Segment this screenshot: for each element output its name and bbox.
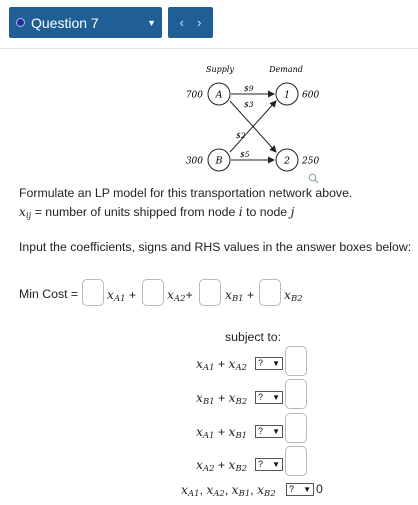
- constraint-2-lhs: xB1 + xB2: [196, 391, 248, 407]
- nonnegativity-rhs: 0: [316, 482, 323, 496]
- coef-xB1-input[interactable]: [199, 279, 221, 306]
- obj-term-xB1: xB1 +: [225, 288, 255, 304]
- coef-xB2-input[interactable]: [259, 279, 281, 306]
- cost-A1: $9: [244, 84, 254, 93]
- transportation-network-diagram: [0, 0, 418, 180]
- node-A-label: A: [215, 89, 223, 101]
- constraint-3-sign-select[interactable]: ? ▼: [255, 425, 283, 438]
- caret-down-icon: ▼: [147, 18, 156, 28]
- demand-title: Demand: [269, 65, 303, 74]
- nonnegativity-sign-select[interactable]: ? ▼: [286, 483, 314, 496]
- coef-xA1-input[interactable]: [82, 279, 104, 306]
- obj-term-xA1: xA1 +: [107, 288, 137, 304]
- demand-2: 250: [302, 156, 320, 167]
- node-2-label: 2: [283, 155, 291, 167]
- cost-A2: $3: [244, 100, 254, 109]
- node-1-label: 1: [283, 89, 291, 101]
- constraint-3-lhs: xA1 + xB1: [196, 425, 248, 441]
- constraint-2-rhs-input[interactable]: [285, 379, 307, 409]
- zoom-magnifier-icon[interactable]: [308, 173, 319, 184]
- constraint-4-lhs: xA2 + xB2: [196, 458, 248, 474]
- chevron-down-icon: ▼: [272, 359, 280, 368]
- obj-term-xA2: xA2+: [167, 288, 193, 304]
- coef-xA2-input[interactable]: [142, 279, 164, 306]
- supply-A: 700: [185, 90, 203, 101]
- constraint-2-sign-select[interactable]: ? ▼: [255, 391, 283, 404]
- constraint-3-rhs-input[interactable]: [285, 413, 307, 443]
- question-label: Question 7: [31, 14, 99, 31]
- next-question-button[interactable]: ›: [197, 15, 202, 30]
- chevron-down-icon: ▼: [272, 460, 280, 469]
- node-B-label: B: [215, 155, 223, 167]
- chevron-down-icon: ▼: [272, 393, 280, 402]
- obj-term-xB2: xB2: [284, 288, 303, 304]
- constraint-1-lhs: xA1 + xA2: [196, 357, 247, 373]
- cost-B1: $2: [236, 131, 246, 140]
- chevron-down-icon: ▼: [272, 427, 280, 436]
- supply-title: Supply: [206, 65, 234, 74]
- subject-to-label: subject to:: [225, 330, 282, 344]
- prompt-line-2: xij = number of units shipped from node i to node j: [19, 205, 295, 221]
- constraint-1-rhs-input[interactable]: [285, 346, 307, 376]
- objective-label: Min Cost =: [19, 287, 79, 301]
- prompt-line-1: Formulate an LP model for this transportation network above.: [19, 186, 353, 200]
- supply-B: 300: [185, 156, 203, 167]
- constraint-4-sign-select[interactable]: ? ▼: [255, 458, 283, 471]
- cost-B2: $5: [240, 150, 250, 159]
- nonnegativity-lhs: xA1, xA2, xB1, xB2: [181, 483, 276, 499]
- constraint-4-rhs-input[interactable]: [285, 446, 307, 476]
- demand-1: 600: [302, 90, 320, 101]
- chevron-down-icon: ▼: [303, 485, 311, 494]
- constraint-1-sign-select[interactable]: ? ▼: [255, 357, 283, 370]
- prev-question-button[interactable]: ‹: [179, 15, 184, 30]
- instruction-text: Input the coefficients, signs and RHS values in the answer boxes below:: [19, 240, 412, 254]
